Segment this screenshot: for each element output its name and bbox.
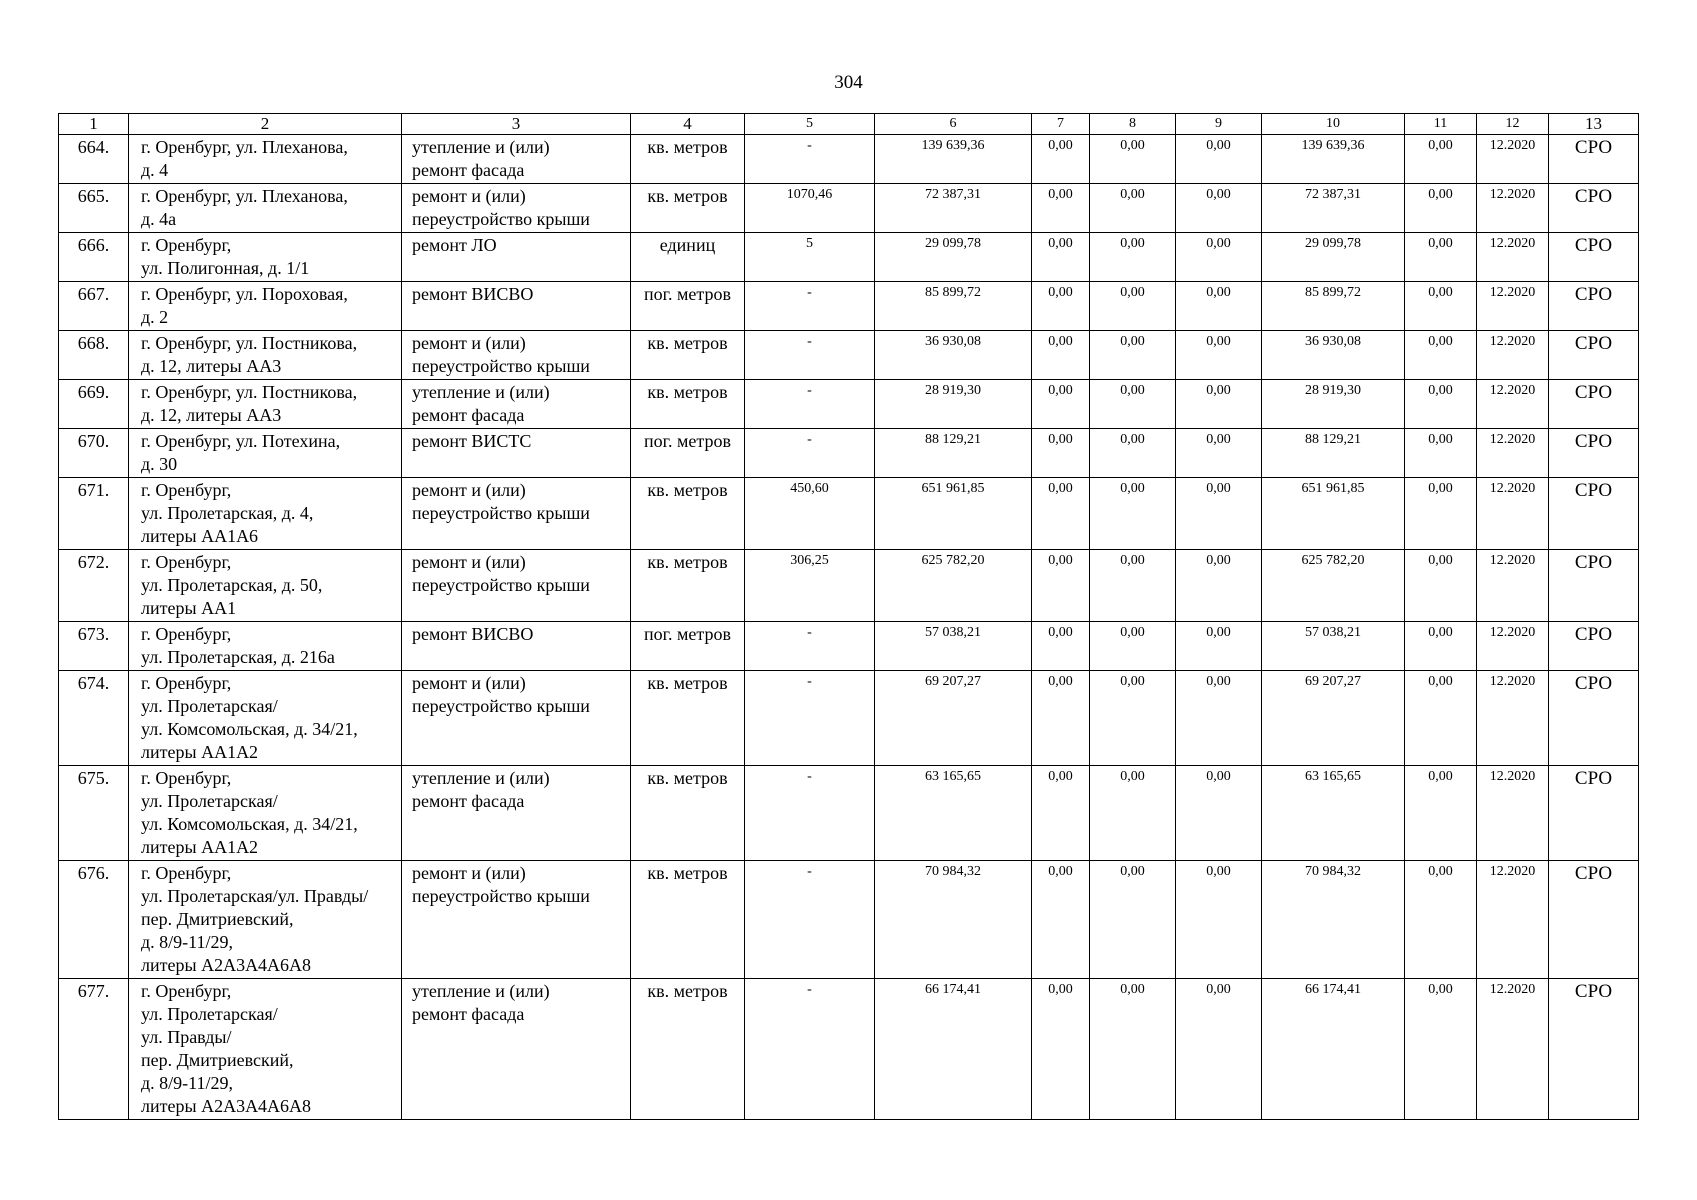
header-cell: 5 — [745, 114, 875, 135]
local-budget-cell: 0,00 — [1176, 550, 1262, 622]
work-type-cell: ремонт ВИСВО — [402, 282, 631, 331]
deadline-cell: 12.2020 — [1477, 979, 1549, 1120]
table-row — [59, 979, 1639, 1120]
total-cost-cell: 625 782,20 — [875, 550, 1032, 622]
volume-cell: 5 — [745, 233, 875, 282]
address-cell: г. Оренбург, ул. Потехина, д. 30 — [129, 429, 402, 478]
volume-cell: 306,25 — [745, 550, 875, 622]
address-cell: г. Оренбург, ул. Плеханова, д. 4а — [129, 184, 402, 233]
budget-cell: 0,00 — [1090, 331, 1176, 380]
unit-cell: кв. метров — [631, 331, 745, 380]
table-row — [59, 331, 1639, 380]
fund-cell: 0,00 — [1032, 861, 1090, 979]
header-cell: 1 — [59, 114, 129, 135]
fund-cell: 0,00 — [1032, 282, 1090, 331]
volume-cell: - — [745, 979, 875, 1120]
row-number: 668. — [59, 331, 129, 380]
deadline-cell: 12.2020 — [1477, 184, 1549, 233]
row-number: 664. — [59, 135, 129, 184]
local-budget-cell: 0,00 — [1176, 184, 1262, 233]
local-budget-cell: 0,00 — [1176, 331, 1262, 380]
fund-cell: 0,00 — [1032, 429, 1090, 478]
address-cell: г. Оренбург, ул. Пролетарская, д. 216а — [129, 622, 402, 671]
address-cell: г. Оренбург, ул. Пролетарская, д. 50, литеры АА1 — [129, 550, 402, 622]
other-funds-cell: 0,00 — [1405, 550, 1477, 622]
local-budget-cell: 0,00 — [1176, 135, 1262, 184]
total-cost-cell: 70 984,32 — [875, 861, 1032, 979]
owners-funds-cell: 66 174,41 — [1262, 979, 1405, 1120]
table-row — [59, 550, 1639, 622]
address-cell: г. Оренбург, ул. Пролетарская/ул. Правды/ пер. Дмитриевский, д. 8/9-11/29, литеры А2А3А4А6А8 — [129, 861, 402, 979]
work-type-cell: ремонт ВИСВО — [402, 622, 631, 671]
work-type-cell: ремонт и (или) переустройство крыши — [402, 478, 631, 550]
header-cell: 13 — [1549, 114, 1639, 135]
header-cell: 12 — [1477, 114, 1549, 135]
total-cost-cell: 139 639,36 — [875, 135, 1032, 184]
local-budget-cell: 0,00 — [1176, 282, 1262, 331]
work-type-cell: ремонт и (или) переустройство крыши — [402, 184, 631, 233]
unit-cell: единиц — [631, 233, 745, 282]
table-row — [59, 622, 1639, 671]
unit-cell: кв. метров — [631, 380, 745, 429]
other-funds-cell: 0,00 — [1405, 135, 1477, 184]
table-row — [59, 233, 1639, 282]
contractor-cell: СРО — [1549, 979, 1639, 1120]
budget-cell: 0,00 — [1090, 979, 1176, 1120]
owners-funds-cell: 28 919,30 — [1262, 380, 1405, 429]
total-cost-cell: 63 165,65 — [875, 766, 1032, 861]
fund-cell: 0,00 — [1032, 478, 1090, 550]
work-type-cell: ремонт ЛО — [402, 233, 631, 282]
fund-cell: 0,00 — [1032, 671, 1090, 766]
local-budget-cell: 0,00 — [1176, 429, 1262, 478]
volume-cell: - — [745, 429, 875, 478]
unit-cell: кв. метров — [631, 135, 745, 184]
table-row — [59, 380, 1639, 429]
total-cost-cell: 28 919,30 — [875, 380, 1032, 429]
unit-cell: кв. метров — [631, 979, 745, 1120]
fund-cell: 0,00 — [1032, 622, 1090, 671]
repair-program-table — [58, 113, 1639, 1120]
row-number: 675. — [59, 766, 129, 861]
budget-cell: 0,00 — [1090, 380, 1176, 429]
budget-cell: 0,00 — [1090, 282, 1176, 331]
work-type-cell: утепление и (или) ремонт фасада — [402, 135, 631, 184]
unit-cell: кв. метров — [631, 671, 745, 766]
contractor-cell: СРО — [1549, 135, 1639, 184]
deadline-cell: 12.2020 — [1477, 550, 1549, 622]
row-number: 676. — [59, 861, 129, 979]
unit-cell: кв. метров — [631, 184, 745, 233]
header-cell: 10 — [1262, 114, 1405, 135]
table-row — [59, 135, 1639, 184]
deadline-cell: 12.2020 — [1477, 429, 1549, 478]
budget-cell: 0,00 — [1090, 550, 1176, 622]
budget-cell: 0,00 — [1090, 478, 1176, 550]
table-row — [59, 671, 1639, 766]
header-cell: 11 — [1405, 114, 1477, 135]
deadline-cell: 12.2020 — [1477, 282, 1549, 331]
volume-cell: - — [745, 282, 875, 331]
fund-cell: 0,00 — [1032, 979, 1090, 1120]
header-cell: 4 — [631, 114, 745, 135]
contractor-cell: СРО — [1549, 766, 1639, 861]
contractor-cell: СРО — [1549, 861, 1639, 979]
header-cell: 2 — [129, 114, 402, 135]
contractor-cell: СРО — [1549, 478, 1639, 550]
unit-cell: кв. метров — [631, 861, 745, 979]
budget-cell: 0,00 — [1090, 184, 1176, 233]
fund-cell: 0,00 — [1032, 380, 1090, 429]
contractor-cell: СРО — [1549, 671, 1639, 766]
budget-cell: 0,00 — [1090, 766, 1176, 861]
row-number: 666. — [59, 233, 129, 282]
other-funds-cell: 0,00 — [1405, 331, 1477, 380]
owners-funds-cell: 88 129,21 — [1262, 429, 1405, 478]
total-cost-cell: 85 899,72 — [875, 282, 1032, 331]
unit-cell: пог. метров — [631, 622, 745, 671]
budget-cell: 0,00 — [1090, 233, 1176, 282]
other-funds-cell: 0,00 — [1405, 478, 1477, 550]
contractor-cell: СРО — [1549, 429, 1639, 478]
other-funds-cell: 0,00 — [1405, 766, 1477, 861]
contractor-cell: СРО — [1549, 282, 1639, 331]
deadline-cell: 12.2020 — [1477, 233, 1549, 282]
other-funds-cell: 0,00 — [1405, 233, 1477, 282]
local-budget-cell: 0,00 — [1176, 979, 1262, 1120]
row-number: 677. — [59, 979, 129, 1120]
address-cell: г. Оренбург, ул. Постникова, д. 12, литеры АА3 — [129, 380, 402, 429]
total-cost-cell: 57 038,21 — [875, 622, 1032, 671]
table-row — [59, 861, 1639, 979]
other-funds-cell: 0,00 — [1405, 380, 1477, 429]
other-funds-cell: 0,00 — [1405, 184, 1477, 233]
table-row — [59, 282, 1639, 331]
total-cost-cell: 29 099,78 — [875, 233, 1032, 282]
local-budget-cell: 0,00 — [1176, 622, 1262, 671]
table-row — [59, 478, 1639, 550]
deadline-cell: 12.2020 — [1477, 380, 1549, 429]
owners-funds-cell: 625 782,20 — [1262, 550, 1405, 622]
address-cell: г. Оренбург, ул. Плеханова, д. 4 — [129, 135, 402, 184]
row-number: 671. — [59, 478, 129, 550]
unit-cell: кв. метров — [631, 550, 745, 622]
budget-cell: 0,00 — [1090, 429, 1176, 478]
owners-funds-cell: 139 639,36 — [1262, 135, 1405, 184]
owners-funds-cell: 70 984,32 — [1262, 861, 1405, 979]
local-budget-cell: 0,00 — [1176, 861, 1262, 979]
total-cost-cell: 66 174,41 — [875, 979, 1032, 1120]
work-type-cell: ремонт ВИСТС — [402, 429, 631, 478]
work-type-cell: ремонт и (или) переустройство крыши — [402, 861, 631, 979]
work-type-cell: утепление и (или) ремонт фасада — [402, 766, 631, 861]
fund-cell: 0,00 — [1032, 766, 1090, 861]
unit-cell: пог. метров — [631, 429, 745, 478]
row-number: 673. — [59, 622, 129, 671]
total-cost-cell: 651 961,85 — [875, 478, 1032, 550]
local-budget-cell: 0,00 — [1176, 233, 1262, 282]
row-number: 667. — [59, 282, 129, 331]
owners-funds-cell: 69 207,27 — [1262, 671, 1405, 766]
owners-funds-cell: 36 930,08 — [1262, 331, 1405, 380]
table-row — [59, 766, 1639, 861]
header-row — [59, 114, 1639, 135]
address-cell: г. Оренбург, ул. Пролетарская/ ул. Комсомольская, д. 34/21, литеры АА1А2 — [129, 671, 402, 766]
volume-cell: 450,60 — [745, 478, 875, 550]
total-cost-cell: 88 129,21 — [875, 429, 1032, 478]
address-cell: г. Оренбург, ул. Пороховая, д. 2 — [129, 282, 402, 331]
local-budget-cell: 0,00 — [1176, 671, 1262, 766]
other-funds-cell: 0,00 — [1405, 979, 1477, 1120]
volume-cell: - — [745, 331, 875, 380]
fund-cell: 0,00 — [1032, 184, 1090, 233]
work-type-cell: утепление и (или) ремонт фасада — [402, 380, 631, 429]
address-cell: г. Оренбург, ул. Постникова, д. 12, литеры АА3 — [129, 331, 402, 380]
owners-funds-cell: 29 099,78 — [1262, 233, 1405, 282]
contractor-cell: СРО — [1549, 233, 1639, 282]
volume-cell: - — [745, 135, 875, 184]
budget-cell: 0,00 — [1090, 671, 1176, 766]
fund-cell: 0,00 — [1032, 550, 1090, 622]
row-number: 674. — [59, 671, 129, 766]
volume-cell: - — [745, 861, 875, 979]
unit-cell: пог. метров — [631, 282, 745, 331]
contractor-cell: СРО — [1549, 331, 1639, 380]
local-budget-cell: 0,00 — [1176, 766, 1262, 861]
other-funds-cell: 0,00 — [1405, 282, 1477, 331]
total-cost-cell: 72 387,31 — [875, 184, 1032, 233]
row-number: 669. — [59, 380, 129, 429]
other-funds-cell: 0,00 — [1405, 622, 1477, 671]
deadline-cell: 12.2020 — [1477, 861, 1549, 979]
page-number: 304 — [834, 72, 863, 93]
owners-funds-cell: 651 961,85 — [1262, 478, 1405, 550]
budget-cell: 0,00 — [1090, 622, 1176, 671]
other-funds-cell: 0,00 — [1405, 671, 1477, 766]
deadline-cell: 12.2020 — [1477, 622, 1549, 671]
total-cost-cell: 69 207,27 — [875, 671, 1032, 766]
local-budget-cell: 0,00 — [1176, 380, 1262, 429]
header-cell: 8 — [1090, 114, 1176, 135]
address-cell: г. Оренбург, ул. Полигонная, д. 1/1 — [129, 233, 402, 282]
other-funds-cell: 0,00 — [1405, 861, 1477, 979]
budget-cell: 0,00 — [1090, 135, 1176, 184]
contractor-cell: СРО — [1549, 184, 1639, 233]
owners-funds-cell: 57 038,21 — [1262, 622, 1405, 671]
table-row — [59, 184, 1639, 233]
work-type-cell: утепление и (или) ремонт фасада — [402, 979, 631, 1120]
row-number: 665. — [59, 184, 129, 233]
header-cell: 3 — [402, 114, 631, 135]
volume-cell: - — [745, 380, 875, 429]
header-cell: 9 — [1176, 114, 1262, 135]
row-number: 672. — [59, 550, 129, 622]
header-cell: 7 — [1032, 114, 1090, 135]
owners-funds-cell: 63 165,65 — [1262, 766, 1405, 861]
work-type-cell: ремонт и (или) переустройство крыши — [402, 550, 631, 622]
unit-cell: кв. метров — [631, 478, 745, 550]
deadline-cell: 12.2020 — [1477, 478, 1549, 550]
address-cell: г. Оренбург, ул. Пролетарская/ ул. Комсомольская, д. 34/21, литеры АА1А2 — [129, 766, 402, 861]
work-type-cell: ремонт и (или) переустройство крыши — [402, 671, 631, 766]
volume-cell: - — [745, 671, 875, 766]
unit-cell: кв. метров — [631, 766, 745, 861]
deadline-cell: 12.2020 — [1477, 135, 1549, 184]
owners-funds-cell: 72 387,31 — [1262, 184, 1405, 233]
volume-cell: - — [745, 766, 875, 861]
table-row — [59, 429, 1639, 478]
contractor-cell: СРО — [1549, 622, 1639, 671]
contractor-cell: СРО — [1549, 550, 1639, 622]
other-funds-cell: 0,00 — [1405, 429, 1477, 478]
deadline-cell: 12.2020 — [1477, 671, 1549, 766]
address-cell: г. Оренбург, ул. Пролетарская, д. 4, литеры АА1А6 — [129, 478, 402, 550]
row-number: 670. — [59, 429, 129, 478]
deadline-cell: 12.2020 — [1477, 766, 1549, 861]
budget-cell: 0,00 — [1090, 861, 1176, 979]
contractor-cell: СРО — [1549, 380, 1639, 429]
fund-cell: 0,00 — [1032, 233, 1090, 282]
owners-funds-cell: 85 899,72 — [1262, 282, 1405, 331]
fund-cell: 0,00 — [1032, 331, 1090, 380]
fund-cell: 0,00 — [1032, 135, 1090, 184]
volume-cell: 1070,46 — [745, 184, 875, 233]
total-cost-cell: 36 930,08 — [875, 331, 1032, 380]
header-cell: 6 — [875, 114, 1032, 135]
work-type-cell: ремонт и (или) переустройство крыши — [402, 331, 631, 380]
address-cell: г. Оренбург, ул. Пролетарская/ ул. Правды/ пер. Дмитриевский, д. 8/9-11/29, литеры А2А3А4А6А8 — [129, 979, 402, 1120]
local-budget-cell: 0,00 — [1176, 478, 1262, 550]
volume-cell: - — [745, 622, 875, 671]
deadline-cell: 12.2020 — [1477, 331, 1549, 380]
